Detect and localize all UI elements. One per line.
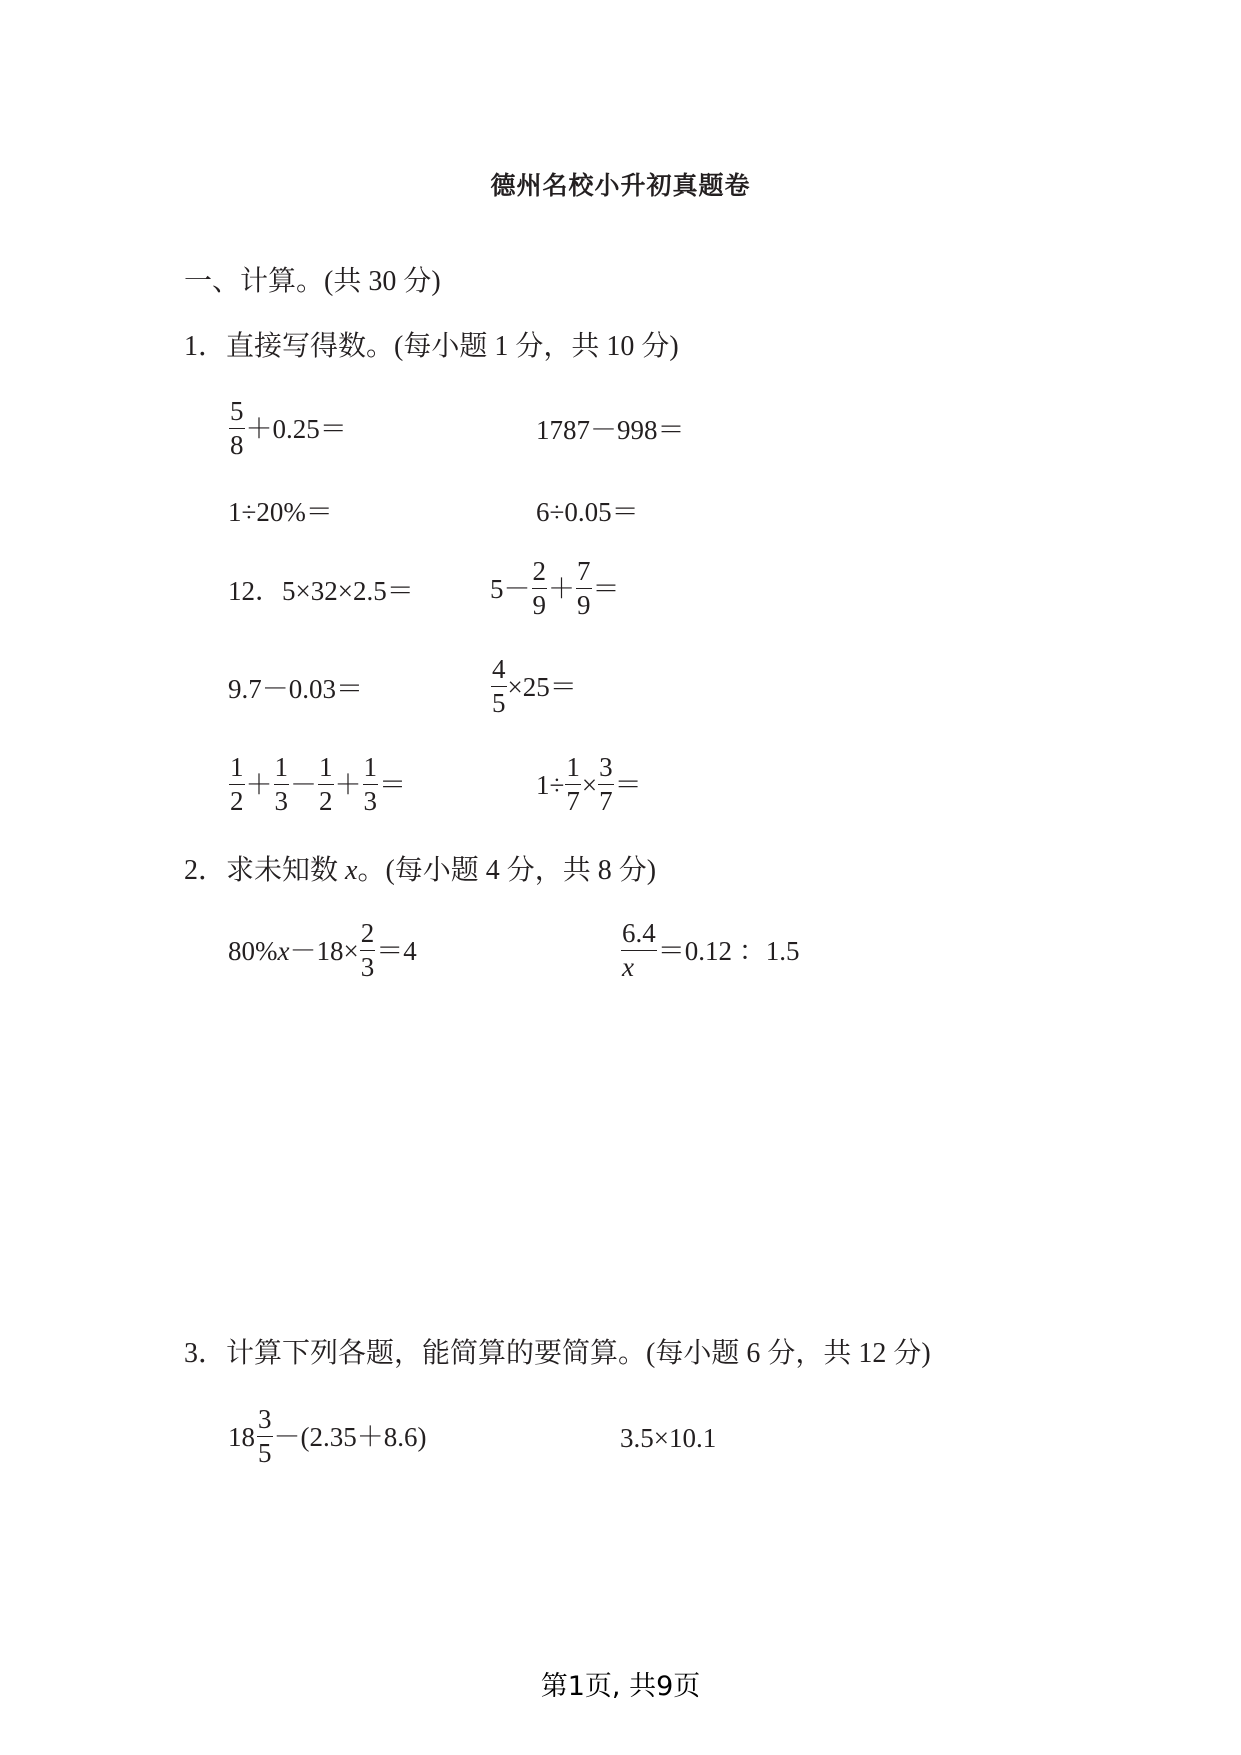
- question-2-heading: 2．求未知数 x。(每小题 4 分，共 8 分): [184, 855, 657, 886]
- fraction: $\frac{1}{2}$: [319, 752, 333, 816]
- fraction: $\frac{2}{9}$: [532, 556, 546, 620]
- page-number: 第1页, 共9页: [540, 1671, 701, 1702]
- q2-item-a: 80% x －18× $\frac{2}{3}$ ＝4: [228, 918, 417, 982]
- fraction: $\frac{4}{5}$: [492, 654, 506, 718]
- fraction: $\frac{3}{7}$: [599, 752, 613, 816]
- q1-item-f: 5－ $\frac{2}{9}$ ＋ $\frac{7}{9}$ ＝: [490, 556, 620, 620]
- fraction: $\frac{1}{2}$: [230, 752, 244, 816]
- q1-item-c: 1÷20%＝: [228, 497, 333, 527]
- q1-item-j: 1÷ $\frac{1}{7}$ × $\frac{3}{7}$ ＝: [536, 752, 642, 816]
- fraction: $\frac{5}{8}$: [230, 396, 244, 460]
- q1-item-g: 9.7－0.03＝: [228, 674, 363, 704]
- fraction: $\frac{7}{9}$: [577, 556, 591, 620]
- section-heading: 一、计算。(共 30 分): [184, 266, 441, 297]
- q1-item-d: 6÷0.05＝: [536, 497, 639, 527]
- q3-item-a: 18 $\frac{3}{5}$ －(2.35＋8.6): [228, 1404, 427, 1468]
- page-title: 德州名校小升初真题卷: [490, 171, 751, 200]
- q1-item-a: $\frac{5}{8}$ ＋0.25＝: [230, 396, 347, 460]
- question-3-heading: 3．计算下列各题，能简算的要简算。(每小题 6 分，共 12 分): [184, 1338, 931, 1369]
- fraction: $\frac{3}{5}$: [258, 1404, 272, 1468]
- q1-item-e: 12．5×32×2.5＝: [228, 576, 414, 606]
- fraction: $\frac{1}{3}$: [363, 752, 377, 816]
- q1-item-h: $\frac{4}{5}$ ×25＝: [492, 654, 577, 718]
- fraction: $\frac{6.4}{x}$: [622, 918, 656, 982]
- q1-item-i: $\frac{1}{2}$ ＋ $\frac{1}{3}$ － $\frac{1}{2}$ ＋ $\frac{1}{3}$ ＝: [230, 752, 406, 816]
- fraction: $\frac{1}{7}$: [566, 752, 580, 816]
- fraction: $\frac{2}{3}$: [360, 918, 375, 982]
- q1-item-b: 1787－998＝: [536, 415, 685, 445]
- q3-item-b: 3.5×10.1: [620, 1423, 717, 1453]
- question-1-heading: 1．直接写得数。(每小题 1 分，共 10 分): [184, 331, 679, 362]
- q2-item-b: $\frac{6.4}{x}$ ＝0.12 ：1.5: [622, 918, 800, 982]
- fraction: $\frac{1}{3}$: [274, 752, 288, 816]
